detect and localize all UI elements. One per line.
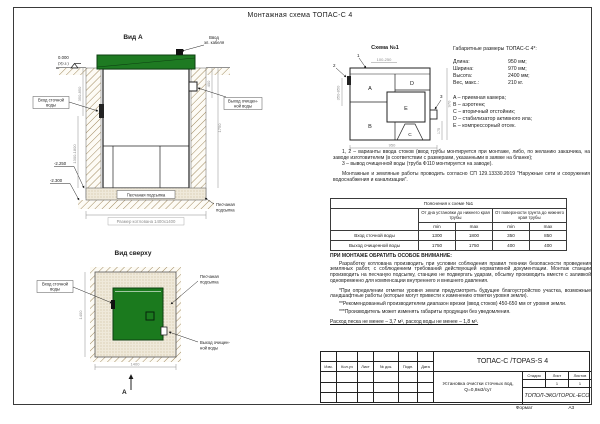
stage-labels-row — [523, 372, 591, 380]
sheets-label: Листов — [573, 373, 587, 378]
table-max: max — [456, 223, 493, 231]
outlet-label-1: Выход очищен- — [228, 98, 258, 104]
titleblock-row — [321, 383, 434, 393]
tank-top — [111, 288, 167, 340]
tv-dim-bottom: 1400 — [130, 361, 140, 367]
attention-p2: *При определении отметки уровня земли предусмотреть будущее благоустройство участка, возможные ландшафтные работы (которые могут привести к изменению отметки уровня земли). — [330, 287, 591, 300]
schema-inlet-stub — [347, 76, 351, 85]
elev-bottom-mark — [50, 178, 79, 200]
tv-outlet-label-1: Выход очищен- — [200, 340, 230, 345]
schema-outlet-stub — [430, 110, 437, 119]
attention-p1: Разработку котлована производить при условии соблюдения правил техники безопасности проведения земляных работ, с соблюдением требований действующей нормативной документации. Монтаж станции производить на песчаную подсыпку, станцию не подвергать ударам, обсыпку производить вместе с заливкой одновременно для компенсации внутреннего и внешнего давления. — [330, 260, 591, 284]
table-caption: Пояснения к схеме №1 — [331, 199, 567, 209]
titleblock-cell — [374, 372, 399, 381]
legend-item: E – компрессорный отсек. — [453, 123, 516, 129]
table-corner-cell — [331, 209, 419, 231]
schema1-title: Схема №1 — [371, 45, 399, 51]
cable-callout — [182, 35, 224, 51]
titleblock-cell — [321, 393, 337, 402]
stage-label: Стадия — [523, 372, 546, 379]
compartment-b: B — [368, 124, 372, 130]
compartment-e: E — [404, 106, 408, 112]
spec-row — [453, 80, 591, 87]
zero-level-mark — [58, 55, 81, 68]
callout-3: 3 — [440, 94, 443, 99]
spec-row — [453, 66, 591, 73]
schema-dim-bottom: 950 — [388, 142, 396, 148]
table-cell: 850 — [530, 231, 567, 241]
titleblock-cell — [337, 352, 358, 361]
tank-lid — [97, 49, 195, 69]
table-cell: 1750 — [456, 241, 493, 251]
table-cell: 1300 — [419, 231, 456, 241]
titleblock-cell — [358, 372, 374, 381]
spec-value: 950 мм; — [508, 59, 527, 65]
page-title: Монтажная схема ТОПАС-С 4 — [247, 12, 353, 19]
table-group-1: От дна установки до нижнего края трубы — [419, 209, 493, 223]
format-value: А3 — [568, 406, 575, 411]
elev-sand-mark — [54, 161, 84, 188]
view-a-drawing — [28, 28, 265, 235]
titleblock-cell — [374, 383, 399, 392]
dim-surface-outlet: 400 — [206, 80, 211, 88]
titleblock-cell — [374, 393, 399, 402]
titleblock-cell — [418, 393, 434, 402]
format-label: Формат — [515, 406, 533, 411]
callout-2: 2 — [333, 63, 336, 68]
titleblock-cell — [374, 352, 399, 361]
spec-row — [453, 59, 591, 66]
dim-bottom-outlet: 1750 — [217, 123, 222, 133]
titleblock-row — [321, 372, 434, 382]
inlet-label-1: Вход сточной — [38, 97, 64, 103]
titleblock-cell — [358, 393, 374, 402]
sheet-label: Лист — [546, 372, 569, 379]
spec-label: Вес, макс.: — [453, 80, 480, 86]
tv-inlet-label-2: воды — [50, 286, 60, 292]
schema1-drawing — [325, 40, 463, 162]
schema-dim-left: 350-850 — [335, 85, 341, 101]
top-view-title: Вид сверху — [114, 250, 152, 257]
tv-sand-label-2: подсыпка — [200, 279, 219, 285]
zero-level-sub: (Ур.з.) — [58, 61, 69, 66]
inlet-mark — [111, 300, 115, 309]
note-2: 3 – вывод очищенной воды (труба Ф110 монтируется на заводе). — [342, 160, 493, 167]
spec-value: 210 кг. — [508, 80, 524, 86]
titleblock-cell — [399, 383, 418, 392]
table-cell: 1750 — [419, 241, 456, 251]
titleblock-cell — [358, 383, 374, 392]
stage-values-row — [523, 380, 591, 388]
format-note — [498, 406, 592, 411]
table-cell: 1800 — [456, 231, 493, 241]
titleblock-cell — [321, 372, 337, 381]
sand-note-1: Песчаная — [216, 202, 235, 207]
tv-inlet-label-1: Вход сточной — [42, 281, 68, 287]
spec-value: 970 мм; — [508, 66, 527, 72]
titleblock-cell — [418, 372, 434, 381]
titleblock-row — [321, 352, 434, 362]
inlet-stub — [99, 104, 104, 118]
tv-outlet-label-2: ной воды — [200, 345, 219, 351]
table-cell: 400 — [493, 241, 530, 251]
dim-surface-inlet: 350-850 — [77, 86, 82, 102]
specs-title: Габаритные размеры ТОПАС-С 4*: — [453, 46, 537, 52]
spec-row — [453, 73, 591, 80]
vent-stub — [176, 49, 183, 55]
outlet-label-2: ной воды — [233, 103, 253, 109]
compartment-d: D — [410, 81, 414, 87]
sheets-value: 1 — [578, 381, 582, 386]
section-mark-label: А — [122, 389, 127, 396]
sand-label: Песчаная подсыпка — [126, 192, 166, 198]
callout-1: 1 — [357, 53, 360, 58]
titleblock-cell — [337, 372, 358, 381]
consumption-note: Расход песка не менее – 3,7 м³, расход воды не менее – 1,8 м³. — [330, 319, 479, 326]
cable-label-1: Ввод — [209, 35, 219, 40]
note-3: Монтажные и земляные работы проводить согласно СП 129.13330.2019 "Наружные сети и сооружения водоснабжения и канализации". — [333, 170, 590, 183]
schema-dim-outlet: 175 — [437, 127, 441, 135]
titleblock-cell — [399, 372, 418, 381]
section-arrow — [122, 375, 131, 396]
spec-label: Ширина: — [453, 66, 474, 72]
sand-note-2: подсыпка — [216, 207, 235, 213]
sheet-value: 1 — [546, 380, 569, 387]
outlet-stub — [189, 82, 197, 91]
tv-sand-label-1: Песчаная — [200, 274, 219, 279]
table-min: min — [419, 223, 456, 231]
table-row-label: Вход сточной воды — [331, 231, 419, 241]
notes-block — [333, 150, 590, 184]
col-list: Лист — [358, 362, 374, 371]
description-line-1: Установка очистки сточных вод, — [442, 382, 514, 387]
legend-item: B – аэротенк; — [453, 102, 486, 108]
titleblock-revision-grid — [321, 352, 434, 402]
col-podp: Подп. — [399, 362, 418, 371]
note-1: 1, 2 – варианты ввода стоков (ввод трубы монтируется при монтаже, либо, по желанию заказчика, на заводе изготовителем (в соответствии с размерами, указанными в заявке на бланке); — [333, 149, 590, 161]
outlet-mark — [161, 327, 167, 335]
titleblock-header-row — [321, 362, 434, 372]
schema1-table — [330, 198, 567, 251]
legend-item: D – стабилизатор активного ила; — [453, 116, 533, 122]
titleblock-cell — [358, 352, 374, 361]
description-line-2: Q=0,8м3/сут — [464, 388, 492, 393]
table-min: min — [493, 223, 530, 231]
table-row-label: Выход очищенной воды — [331, 241, 419, 251]
sand-bedding — [86, 188, 206, 200]
attention-p3: **Рекомендованный производителем диапазон врезки (ввод стоков) 450-650 мм от уровня земли. — [339, 300, 567, 307]
col-izm: Изм. — [321, 362, 337, 371]
spec-value: 2400 мм; — [508, 73, 530, 79]
inlet-label-2: воды — [46, 102, 56, 108]
cable-label-2: эл. кабеля — [203, 40, 225, 45]
titleblock-cell — [321, 383, 337, 392]
titleblock-cell — [337, 383, 358, 392]
titleblock-cell — [418, 383, 434, 392]
col-data: Дата — [418, 362, 434, 371]
zero-level-value: 0.000 — [58, 55, 69, 60]
compartment-a: A — [368, 86, 372, 92]
attention-p4: ***Производитель может изменять габариты продукции без уведомления. — [339, 308, 511, 315]
elev-sand-value: -2.250 — [54, 161, 67, 166]
table-cell: 350 — [493, 231, 530, 241]
tv-dim-side: 1400 — [78, 310, 83, 320]
schema-dim-right: 970 — [446, 100, 452, 108]
pit-size-label: Размер котлована 1400х1400 — [116, 219, 176, 224]
titleblock-cell — [418, 352, 434, 361]
titleblock-cell — [337, 393, 358, 402]
tank-body — [103, 69, 189, 188]
top-view-drawing — [28, 243, 265, 401]
legend-item: C – вторичный отстойник; — [453, 109, 516, 115]
table-group-2: От поверхности грунта до нижнего края трубы — [493, 209, 567, 223]
table-max: max — [530, 223, 567, 231]
titleblock-cell — [399, 352, 418, 361]
title-block — [320, 351, 590, 403]
dim-bottom-inlet: 1300-1800 — [72, 144, 77, 164]
spec-label: Длина: — [453, 59, 470, 65]
attention-heading: ПРИ МОНТАЖЕ ОБРАТИТЬ ОСОБОЕ ВНИМАНИЕ: — [330, 253, 452, 259]
product-description — [434, 372, 522, 404]
legend-item: A – приемная камера; — [453, 95, 506, 101]
elev-bottom-value: -2.300 — [50, 178, 63, 183]
schema1-body — [347, 68, 437, 140]
titleblock-cell — [399, 393, 418, 402]
titleblock-cell — [321, 352, 337, 361]
table-cell: 400 — [530, 241, 567, 251]
stage-value — [523, 380, 546, 387]
stage-sheet-grid — [522, 372, 591, 404]
col-ndok: № док. — [374, 362, 399, 371]
attention-block — [330, 254, 591, 326]
view-a-title: Вид А — [123, 34, 143, 41]
compartment-c: C — [408, 133, 412, 138]
compartment-legend — [453, 95, 591, 130]
company-name: ТОПОЛ-ЭКО/TOPOL-ECO — [524, 393, 590, 399]
product-name: ТОПАС-С /TOPAS-S 4 — [434, 352, 591, 372]
titleblock-row — [321, 393, 434, 402]
specs-panel — [453, 46, 591, 130]
schema-dim-top: 100-250 — [376, 57, 392, 62]
spec-label: Высота: — [453, 73, 473, 79]
col-koluch: Кол.уч — [337, 362, 358, 371]
